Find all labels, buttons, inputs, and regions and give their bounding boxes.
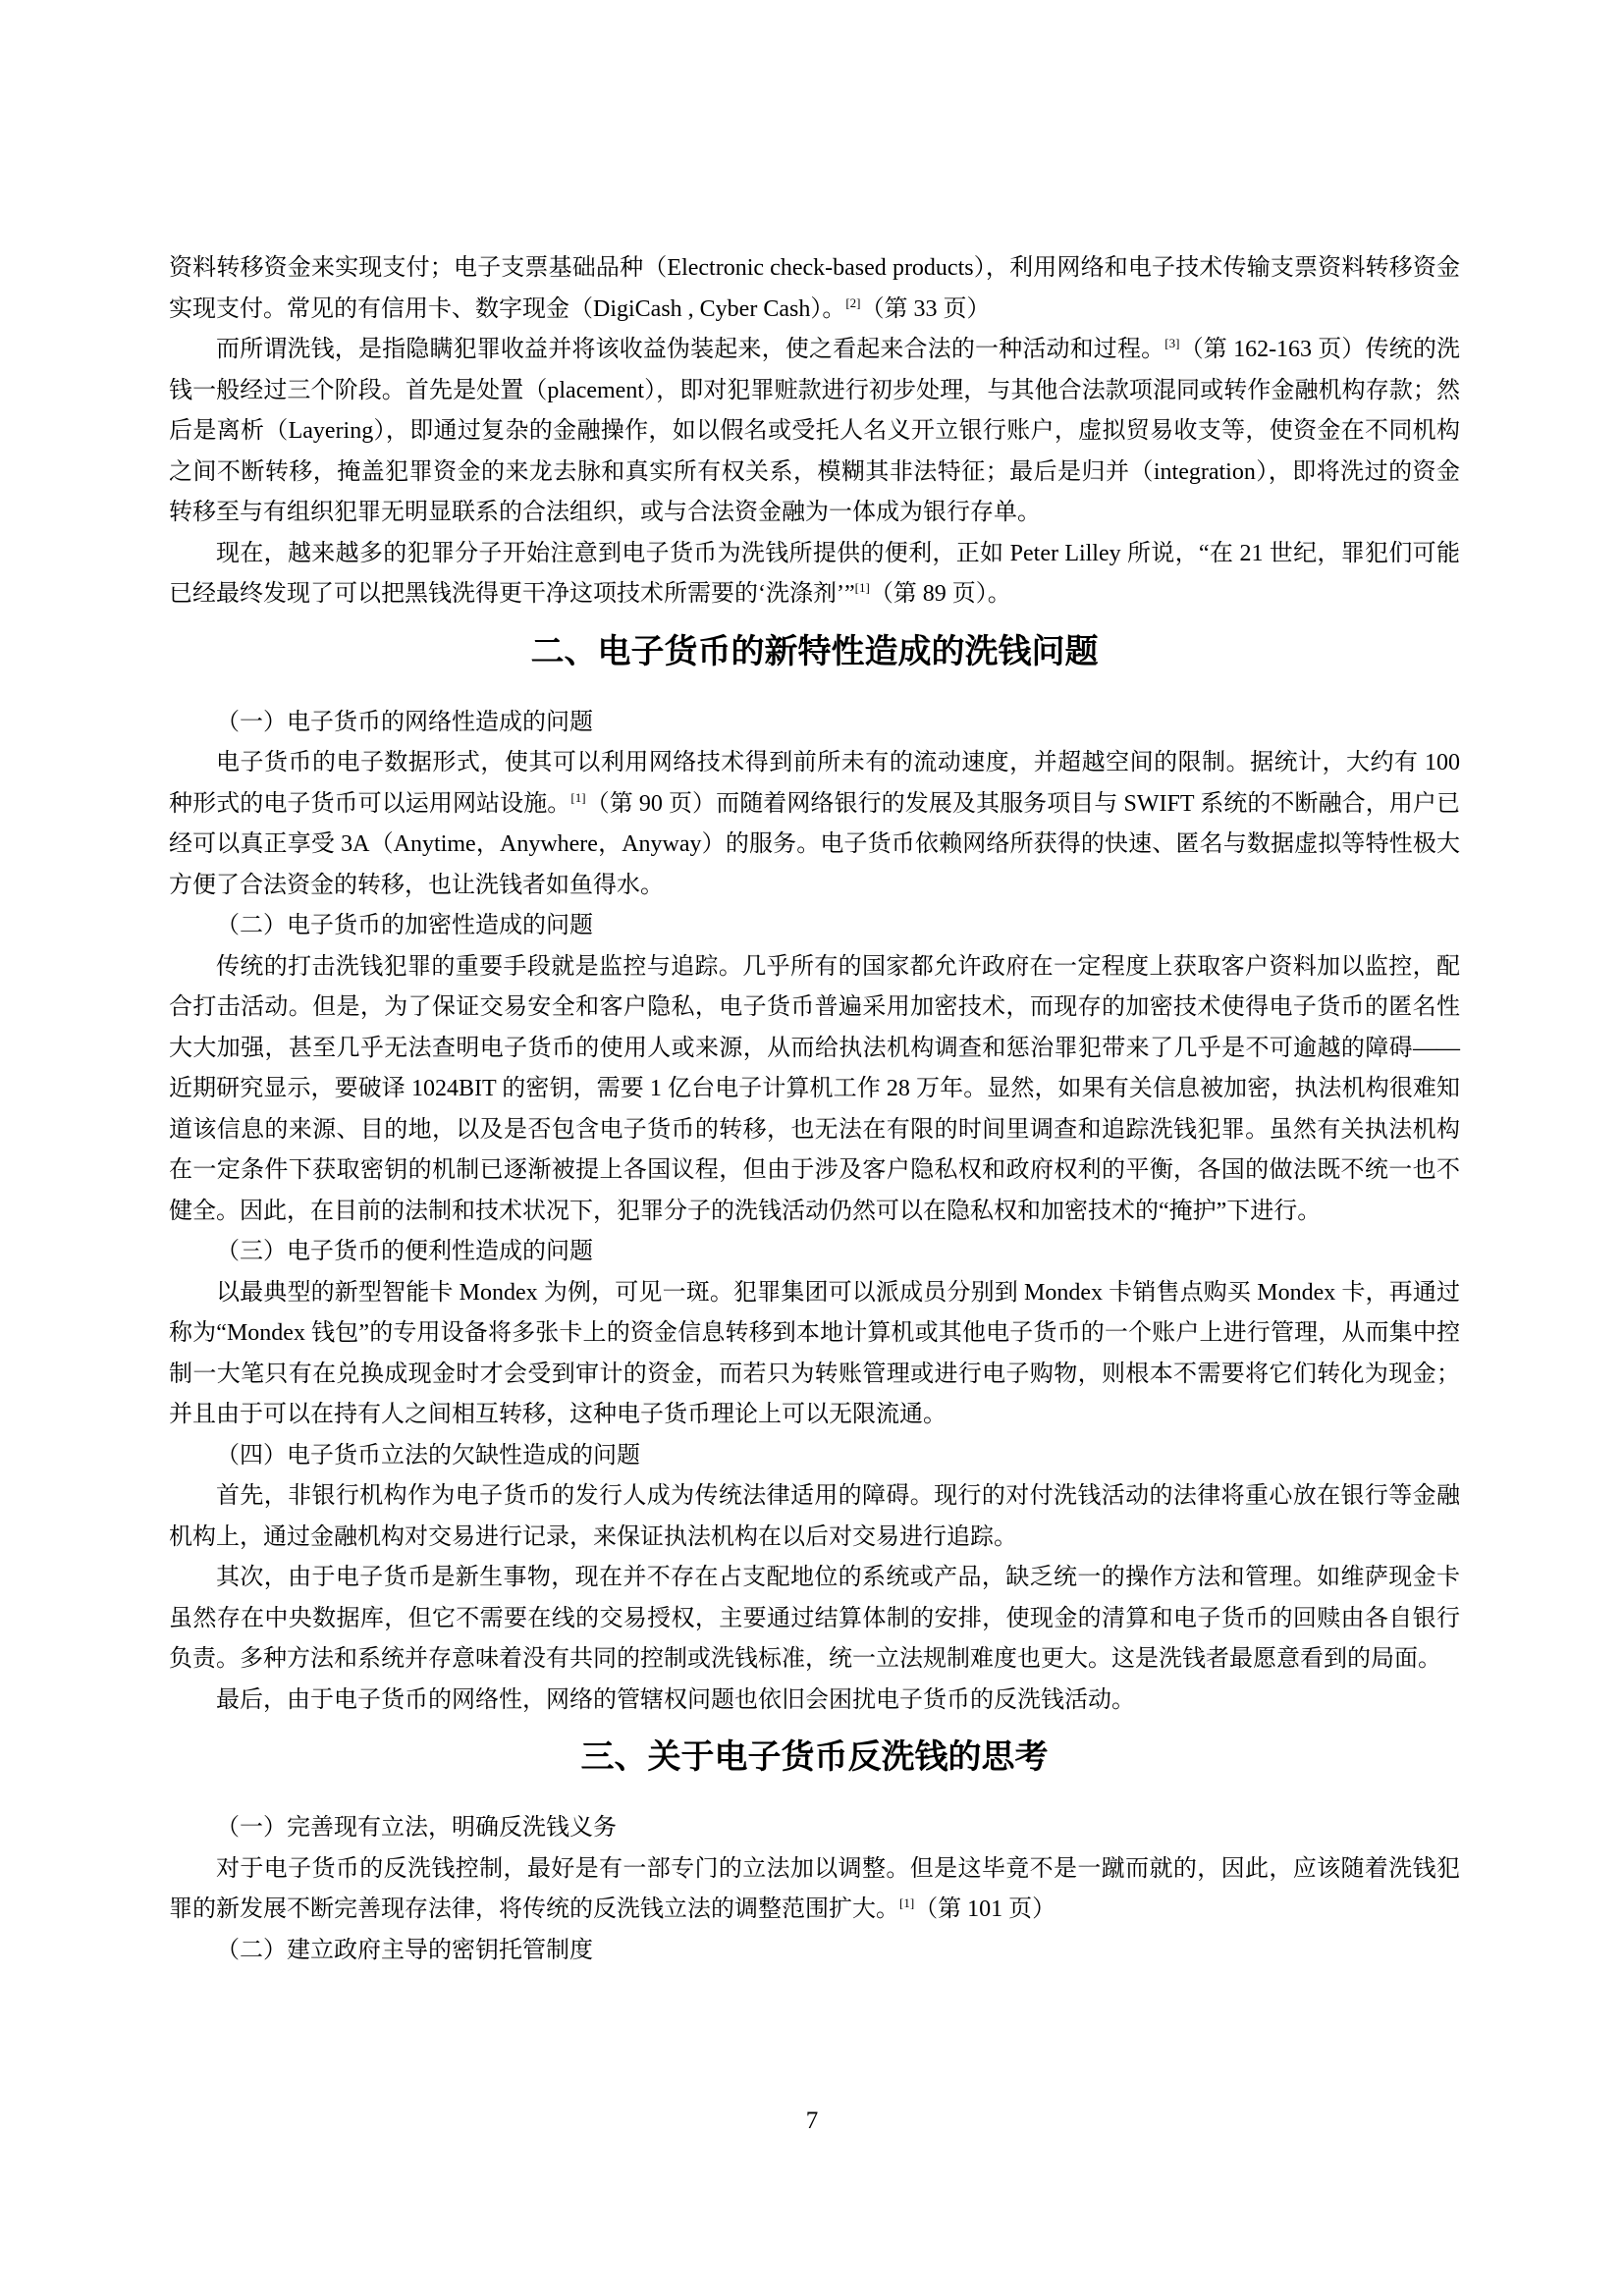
paragraph: 而所谓洗钱，是指隐瞒犯罪收益并将该收益伪装起来，使之看起来合法的一种活动和过程。[3]（第 162-163 页）传统的洗钱一般经过三个阶段。首先是处置（placement），即对犯罪赃款进行初步处理，与其他合法款项混同或转作金融机构存款；然后是离析（Layering），即通过复杂的金融操作，如以假名或受托人名义开立银行账户，虚拟贸易收支等，使资金在不同机构之间不断转移，掩盖犯罪资金的来龙去脉和真实所有权关系，模糊其非法特征；最后是归并（integration），即将洗过的资金转移至与有组织犯罪无明显联系的合法组织，或与合法资金融为一体成为银行存单。: [169, 336, 1460, 525]
subsection-heading: （一）电子货币的网络性造成的问题: [216, 709, 593, 735]
subsection-heading: （一）完善现有立法，明确反洗钱义务: [216, 1815, 617, 1841]
subsection-heading: （三）电子货币的便利性造成的问题: [216, 1239, 593, 1264]
section-heading: 二、电子货币的新特性造成的洗钱问题: [530, 633, 1099, 670]
footnote-ref: [1]: [899, 1896, 915, 1910]
footnote-ref: [2]: [845, 294, 861, 310]
document-body: [169, 248, 1460, 1971]
subsection-heading: （二）建立政府主导的密钥托管制度: [216, 1937, 593, 1963]
paragraph: 首先，非银行机构作为电子货币的发行人成为传统法律适用的障碍。现行的对付洗钱活动的法律将重心放在银行等金融机构上，通过金融机构对交易进行记录，来保证执法机构在以后对交易进行追踪。: [169, 1483, 1460, 1550]
paragraph: 传统的打击洗钱犯罪的重要手段就是监控与追踪。几乎所有的国家都允许政府在一定程度上获取客户资料加以监控，配合打击活动。但是，为了保证交易安全和客户隐私，电子货币普遍采用加密技术，而现存的加密技术使得电子货币的匿名性大大加强，甚至几乎无法查明电子货币的使用人或来源，从而给执法机构调查和惩治罪犯带来了几乎是不可逾越的障碍——近期研究显示，要破译 1024BIT 的密钥，需要 1 亿台电子计算机工作 28 万年。显然，如果有关信息被加密，执法机构很难知道该信息的来源、目的地，以及是否包含电子货币的转移，也无法在有限的时间里调查和追踪洗钱犯罪。虽然有关执法机构在一定条件下获取密钥的机制已逐渐被提上各国议程，但由于涉及客户隐私权和政府权利的平衡，各国的做法既不统一也不健全。因此，在目前的法制和技术状况下，犯罪分子的洗钱活动仍然可以在隐私权和加密技术的“掩护”下进行。: [169, 953, 1460, 1224]
footnote-ref: [3]: [1164, 336, 1180, 350]
subsection-heading: （二）电子货币的加密性造成的问题: [216, 913, 593, 938]
paragraph: 其次，由于电子货币是新生事物，现在并不存在占支配地位的系统或产品，缺乏统一的操作方法和管理。如维萨现金卡虽然存在中央数据库，但它不需要在线的交易授权，主要通过结算体制的安排，使现金的清算和电子货币的回赎由各自银行负责。多种方法和系统并存意味着没有共同的控制或洗钱标准，统一立法规制难度也更大。这是洗钱者最愿意看到的局面。: [169, 1565, 1460, 1672]
paragraph: 资料转移资金来实现支付；电子支票基础品种（Electronic check-based products），利用网络和电子技术传输支票资料转移资金实现支付。常见的有信用卡、数字现金（DigiCash , Cyber Cash）。[2]（第 33 页）: [169, 255, 1460, 322]
paragraph: 以最典型的新型智能卡 Mondex 为例，可见一斑。犯罪集团可以派成员分别到 Mondex 卡销售点购买 Mondex 卡，再通过称为“Mondex 钱包”的专用设备将多张卡上的资金信息转移到本地计算机或其他电子货币的一个账户上进行管理，从而集中控制一大笔只有在兑换成现金时才会受到审计的资金，而若只为转账管理或进行电子购物，则根本不需要将它们转化为现金；并且由于可以在持有人之间相互转移，这种电子货币理论上可以无限流通。: [169, 1279, 1460, 1427]
subsection-heading: （四）电子货币立法的欠缺性造成的问题: [216, 1442, 640, 1468]
section-heading: 三、关于电子货币反洗钱的思考: [580, 1739, 1049, 1776]
page-footer: [0, 2107, 1624, 2136]
footnote-ref: [1]: [854, 580, 870, 595]
footnote-ref: [1]: [570, 789, 586, 805]
page-number: 7: [805, 2108, 819, 2134]
paragraph: 对于电子货币的反洗钱控制，最好是有一部专门的立法加以调整。但是这毕竟不是一蹴而就的，因此，应该随着洗钱犯罪的新发展不断完善现存法律，将传统的反洗钱立法的调整范围扩大。[1]（第 101 页）: [169, 1855, 1460, 1922]
paragraph: 电子货币的电子数据形式，使其可以利用网络技术得到前所未有的流动速度，并超越空间的限制。据统计，大约有 100 种形式的电子货币可以运用网站设施。[1]（第 90 页）而随着网络银行的发展及其服务项目与 SWIFT 系统的不断融合，用户已经可以真正享受 3A（Anytime，Anywhere，Anyway）的服务。电子货币依赖网络所获得的快速、匿名与数据虚拟等特性极大方便了合法资金的转移，也让洗钱者如鱼得水。: [169, 750, 1460, 898]
paragraph: 现在，越来越多的犯罪分子开始注意到电子货币为洗钱所提供的便利，正如 Peter Lilley 所说，“在 21 世纪，罪犯们可能已经最终发现了可以把黑钱洗得更干净这项技术所需要的‘洗涤剂’”[1]（第 89 页）。: [169, 540, 1460, 607]
paragraph: 最后，由于电子货币的网络性，网络的管辖权问题也依旧会困扰电子货币的反洗钱活动。: [216, 1686, 1135, 1713]
